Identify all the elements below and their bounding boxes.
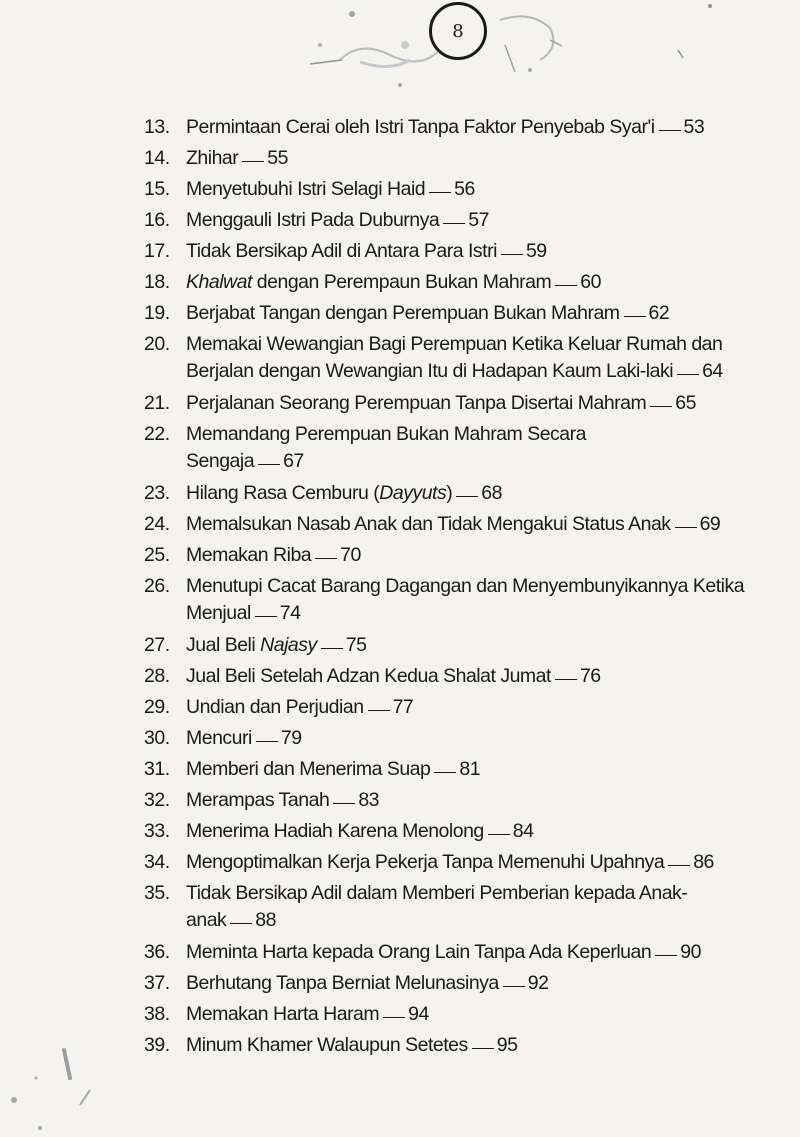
entry-title-line2: Menjual	[186, 602, 251, 624]
leader-line	[555, 285, 577, 286]
toc-entry	[144, 937, 764, 968]
entry-number: 32.	[144, 789, 170, 811]
toc-entry	[144, 723, 764, 754]
toc-entry	[144, 143, 764, 174]
entry-title: Permintaan Cerai oleh Istri Tanpa Faktor Penyebab Syar'i	[186, 116, 655, 138]
toc-entry	[144, 816, 764, 847]
leader-line	[230, 923, 252, 924]
entry-number: 13.	[144, 116, 170, 138]
entry-title: Menyetubuhi Istri Selagi Haid	[186, 178, 426, 200]
leader-line	[555, 679, 577, 680]
entry-title: Memakan Harta Haram	[186, 1003, 380, 1025]
entry-title: Merampas Tanah	[186, 789, 330, 811]
entry-number: 28.	[144, 665, 170, 687]
toc-entry	[144, 878, 764, 937]
toc-entry	[144, 754, 764, 785]
entry-page: 75	[345, 634, 367, 656]
entry-title: Meminta Harta kepada Orang Lain Tanpa Ada Keperluan	[186, 941, 652, 963]
entry-number: 27.	[144, 634, 170, 656]
toc-entry	[144, 267, 764, 298]
entry-number: 36.	[144, 941, 170, 963]
leader-line	[255, 616, 277, 617]
table-of-contents	[144, 112, 764, 1061]
entry-number: 37.	[144, 972, 170, 994]
toc-entry	[144, 661, 764, 692]
leader-line	[456, 496, 478, 497]
entry-title: Berhutang Tanpa Berniat Melunasinya	[186, 972, 499, 994]
toc-entry	[144, 999, 764, 1030]
entry-number: 25.	[144, 544, 170, 566]
leader-line	[677, 374, 699, 375]
toc-entry	[144, 692, 764, 723]
leader-line	[472, 1048, 494, 1049]
entry-page: 83	[358, 789, 380, 811]
toc-entry	[144, 571, 764, 630]
ink-specks-decoration	[0, 1030, 120, 1137]
entry-title: Berjabat Tangan dengan Perempuan Bukan Mahram	[186, 302, 620, 324]
entry-title-line1: Tidak Bersikap Adil dalam Memberi Pemberian kepada Anak-	[186, 882, 688, 904]
leader-line	[256, 741, 278, 742]
entry-number: 22.	[144, 423, 170, 445]
entry-page: 68	[481, 482, 502, 504]
toc-entry	[144, 388, 764, 419]
entry-page: 70	[340, 544, 361, 566]
entry-title: Mengoptimalkan Kerja Pekerja Tanpa Memenuhi Upahnya	[186, 851, 665, 873]
entry-title: Perjalanan Seorang Perempuan Tanpa Disertai Mahram	[186, 392, 647, 414]
entry-title: Jual Beli Setelah Adzan Kedua Shalat Jumat	[186, 665, 551, 687]
leader-line	[650, 406, 672, 407]
entry-title-after: )	[446, 482, 453, 504]
entry-page: 76	[579, 665, 601, 687]
leader-line	[434, 772, 456, 773]
entry-title-line1: Memakai Wewangian Bagi Perempuan Ketika Keluar Rumah dan	[186, 333, 723, 355]
entry-page: 95	[496, 1034, 518, 1056]
entry-page: 74	[279, 602, 301, 624]
leader-line	[383, 1017, 405, 1018]
toc-entry	[144, 968, 764, 999]
entry-title-line1: Memandang Perempuan Bukan Mahram Secara	[186, 423, 586, 445]
leader-line	[624, 316, 646, 317]
entry-page: 57	[468, 209, 489, 231]
entry-page: 90	[680, 941, 701, 963]
entry-page: 53	[683, 116, 705, 138]
entry-page: 77	[392, 696, 414, 718]
entry-page: 64	[702, 360, 723, 382]
entry-number: 21.	[144, 392, 170, 414]
entry-number: 38.	[144, 1003, 170, 1025]
entry-page: 79	[280, 727, 302, 749]
leader-line	[258, 464, 280, 465]
leader-line	[368, 710, 390, 711]
entry-title: Undian dan Perjudian	[186, 696, 364, 718]
entry-page: 86	[693, 851, 714, 873]
entry-page: 81	[459, 758, 481, 780]
leader-line	[659, 130, 681, 131]
entry-title: Hilang Rasa Cemburu (	[186, 482, 380, 504]
toc-entry	[144, 630, 764, 661]
entry-page: 88	[255, 909, 276, 931]
entry-title: Minum Khamer Walaupun Setetes	[186, 1034, 468, 1056]
toc-entry	[144, 112, 764, 143]
toc-entry	[144, 174, 764, 205]
entry-number: 33.	[144, 820, 170, 842]
entry-page: 67	[283, 450, 304, 472]
leader-line	[655, 955, 677, 956]
toc-entry	[144, 236, 764, 267]
entry-title: Zhihar	[186, 147, 239, 169]
leader-line	[321, 648, 343, 649]
entry-number: 30.	[144, 727, 170, 749]
leader-line	[443, 223, 465, 224]
entry-number: 18.	[144, 271, 170, 293]
toc-entry	[144, 847, 764, 878]
toc-entry	[144, 205, 764, 236]
entry-number: 23.	[144, 482, 170, 504]
entry-title-italic: Najasy	[260, 634, 317, 656]
leader-line	[488, 834, 510, 835]
toc-entry	[144, 1030, 764, 1061]
leader-line	[429, 192, 451, 193]
entry-page: 69	[699, 513, 721, 535]
entry-title-italic: Khalwat	[186, 271, 252, 293]
entry-title: Memberi dan Menerima Suap	[186, 758, 431, 780]
entry-page: 84	[512, 820, 534, 842]
entry-number: 16.	[144, 209, 170, 231]
entry-number: 35.	[144, 882, 170, 904]
entry-number: 17.	[144, 240, 170, 262]
leader-line	[333, 803, 355, 804]
toc-entry	[144, 329, 764, 388]
entry-title: Menerima Hadiah Karena Menolong	[186, 820, 484, 842]
toc-entry	[144, 419, 764, 478]
leader-line	[503, 986, 525, 987]
page-number: 8	[429, 2, 487, 60]
entry-title: Menggauli Istri Pada Duburnya	[186, 209, 440, 231]
entry-title: Mencuri	[186, 727, 252, 749]
entry-page: 62	[648, 302, 670, 324]
entry-title-line2: Berjalan dengan Wewangian Itu di Hadapan Kaum Laki-laki	[186, 360, 674, 382]
entry-title-line2: anak	[186, 909, 227, 931]
ink-splash-decoration	[300, 0, 720, 110]
entry-number: 15.	[144, 178, 170, 200]
leader-line	[501, 254, 523, 255]
entry-number: 20.	[144, 333, 170, 355]
toc-entry	[144, 298, 764, 329]
entry-number: 39.	[144, 1034, 170, 1056]
leader-line	[315, 558, 337, 559]
leader-line	[668, 865, 690, 866]
entry-page: 56	[454, 178, 475, 200]
entry-title-line2: Sengaja	[186, 450, 255, 472]
entry-number: 19.	[144, 302, 170, 324]
entry-page: 55	[267, 147, 288, 169]
entry-title: Jual Beli	[186, 634, 256, 656]
entry-number: 34.	[144, 851, 170, 873]
entry-page: 65	[675, 392, 696, 414]
toc-entry	[144, 540, 764, 571]
entry-number: 29.	[144, 696, 170, 718]
entry-title: dengan Perempaun Bukan Mahram	[256, 271, 552, 293]
entry-page: 92	[527, 972, 549, 994]
toc-entry	[144, 509, 764, 540]
entry-title-italic: Dayyuts	[379, 482, 447, 504]
entry-number: 26.	[144, 575, 170, 597]
leader-line	[675, 527, 697, 528]
entry-number: 24.	[144, 513, 170, 535]
entry-page: 60	[580, 271, 601, 293]
leader-line	[242, 161, 264, 162]
entry-number: 14.	[144, 147, 170, 169]
toc-entry	[144, 478, 764, 509]
entry-page: 94	[408, 1003, 429, 1025]
entry-title-line1: Menutupi Cacat Barang Dagangan dan Menyembunyikannya Ketika	[186, 575, 745, 597]
entry-number: 31.	[144, 758, 170, 780]
entry-title: Memakan Riba	[186, 544, 312, 566]
entry-title: Memalsukan Nasab Anak dan Tidak Mengakui Status Anak	[186, 513, 671, 535]
entry-title: Tidak Bersikap Adil di Antara Para Istri	[186, 240, 497, 262]
toc-entry	[144, 785, 764, 816]
entry-page: 59	[525, 240, 547, 262]
